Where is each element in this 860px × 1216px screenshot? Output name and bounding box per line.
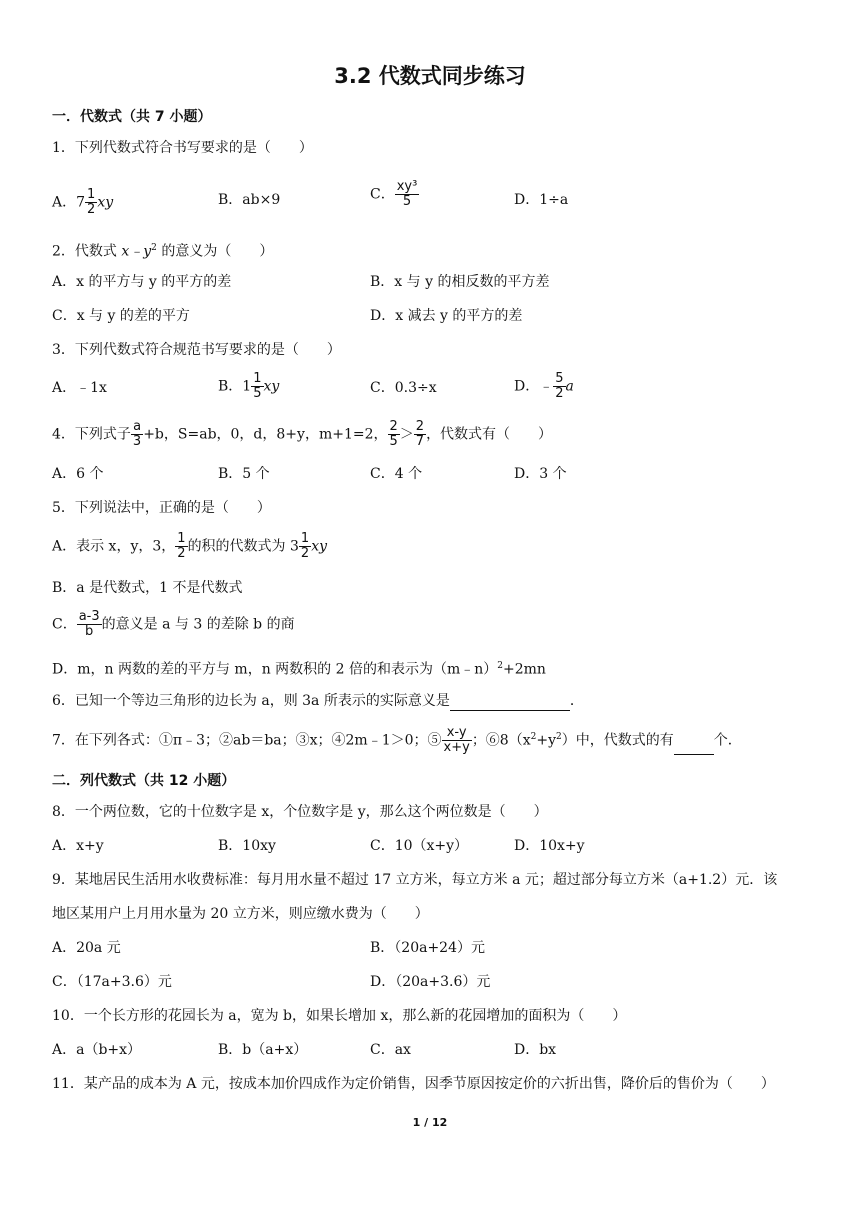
- fraction: $\frac{1}{2}$: [177, 531, 186, 561]
- question-1-option-b: B．ab×9: [218, 192, 281, 208]
- question-11-stem: 11．某产品的成本为 A 元，按成本加价四成作为定价销售，因季节原因按定价的六折出售，降价后的售价为（ ）: [52, 1076, 775, 1092]
- question-9-option-c: C．（17a+3.6）元: [52, 974, 172, 990]
- question-7-stem: 7．在下列各式：①π﹣3；②ab＝ba；③x；④2m﹣1＞0；⑤ $\frac{x-y}{x+y}$ ；$⑥8(x^2+y^2)$中，代数式的有 个．: [52, 725, 742, 755]
- question-5-option-a: A．表示 x，y，3， $\frac{1}{2}$ 的积的代数式为 3 $\frac{1}{2}$ xy: [52, 531, 328, 561]
- question-3-option-a: A．﹣1x: [52, 380, 107, 396]
- question-6-stem: 6．已知一个等边三角形的边长为 a，则 3a 所表示的实际意义是 ．: [52, 690, 584, 711]
- question-2-option-a: A．x 的平方与 y 的平方的差: [52, 274, 232, 290]
- page-number: 1 / 12: [412, 1116, 448, 1129]
- question-1-option-c: C． $\frac{\text{xy³}}{5}$: [370, 179, 418, 209]
- answer-blank[interactable]: [450, 690, 570, 711]
- fraction: $\frac{a}{3}$: [132, 419, 142, 449]
- question-5-option-b: B．a 是代数式，1 不是代数式: [52, 580, 243, 596]
- question-5-option-d: D．m，n 两数的差的平方与 m，n 两数积的 2 倍的和表示为（m﹣n）$^2$+2mn: [52, 661, 546, 678]
- question-4-option-b: B．5 个: [218, 466, 270, 482]
- question-2-option-b: B．x 与 y 的相反数的平方差: [370, 274, 550, 290]
- question-9-option-b: B．（20a+24）元: [370, 940, 485, 956]
- question-1-option-a: A．7 $\frac{1}{2}$ xy: [52, 187, 114, 217]
- fraction: $\frac{2}{5}$: [389, 419, 398, 449]
- question-2-stem: 2．代数式 $x﹣y^2$ 的意义为（ ）: [52, 243, 274, 260]
- answer-blank[interactable]: [674, 734, 714, 755]
- fraction: $\frac{a-3}{b}$: [78, 609, 100, 639]
- question-9-line-2: 地区某用户上月用水量为 20 立方米，则应缴水费为（ ）: [52, 906, 429, 922]
- question-2-option-c: C．x 与 y 的差的平方: [52, 308, 190, 324]
- page-title: 3.2 代数式同步练习: [334, 64, 526, 88]
- question-8-option-a: A．x+y: [52, 838, 104, 854]
- question-10-option-d: D．bx: [514, 1042, 557, 1058]
- question-3-option-d: D．﹣ $\frac{5}{2}$ a: [514, 371, 574, 401]
- question-4-option-a: A．6 个: [52, 466, 104, 482]
- question-10-option-b: B．b（a+x）: [218, 1042, 308, 1058]
- question-8-option-d: D．10x+y: [514, 838, 585, 854]
- question-4-option-d: D．3 个: [514, 466, 567, 482]
- question-10-stem: 10．一个长方形的花园长为 a，宽为 b，如果长增加 x，那么新的花园增加的面积为（ ）: [52, 1008, 627, 1024]
- question-3-option-b: B．1 $\frac{1}{5}$ xy: [218, 371, 280, 401]
- question-10-option-c: C．ax: [370, 1042, 411, 1058]
- question-5-stem: 5．下列说法中，正确的是（ ）: [52, 500, 271, 516]
- question-9-line-1: 9．某地居民生活用水收费标准：每月用水量不超过 17 立方米，每立方米 a 元；超过部分每立方米（a+1.2）元．该: [52, 872, 778, 888]
- fraction: $\frac{2}{7}$: [415, 419, 425, 449]
- question-3-stem: 3．下列代数式符合规范书写要求的是（ ）: [52, 342, 341, 358]
- fraction: $\frac{1}{2}$: [87, 187, 96, 217]
- question-8-option-b: B．10xy: [218, 838, 276, 854]
- question-5-option-c: C． $\frac{a-3}{b}$ 的意义是 a 与 3 的差除 b 的商: [52, 609, 295, 639]
- question-8-option-c: C．10（x+y）: [370, 838, 469, 854]
- fraction: $\frac{\text{xy³}}{5}$: [396, 179, 418, 209]
- fraction: $\frac{x-y}{x+y}$: [443, 725, 470, 755]
- section-heading-2: 二．列代数式（共 12 小题）: [52, 773, 236, 789]
- question-2-option-d: D．x 减去 y 的平方的差: [370, 308, 523, 324]
- question-1-option-d: D．1÷a: [514, 192, 569, 208]
- question-3-option-c: C．0.3÷x: [370, 380, 437, 396]
- fraction: $\frac{5}{2}$: [555, 371, 564, 401]
- section-heading-1: 一．代数式（共 7 小题）: [52, 109, 212, 125]
- fraction: $\frac{1}{5}$: [253, 371, 262, 401]
- question-9-option-a: A．20a 元: [52, 940, 121, 956]
- question-10-option-a: A．a（b+x）: [52, 1042, 142, 1058]
- question-9-option-d: D．（20a+3.6）元: [370, 974, 491, 990]
- question-4-stem: 4．下列式子 $\frac{a}{3}$ +b，S=ab，0，d，8+y，m+1=2， $\frac{2}{5}$ ＞ $\frac{2}{7}$ ，代数式有（ ）: [52, 419, 553, 449]
- fraction: $\frac{1}{2}$: [300, 531, 310, 561]
- question-4-option-c: C．4 个: [370, 466, 423, 482]
- question-1-stem: 1．下列代数式符合书写要求的是（ ）: [52, 140, 313, 156]
- question-8-stem: 8．一个两位数，它的十位数字是 x，个位数字是 y，那么这个两位数是（ ）: [52, 804, 548, 820]
